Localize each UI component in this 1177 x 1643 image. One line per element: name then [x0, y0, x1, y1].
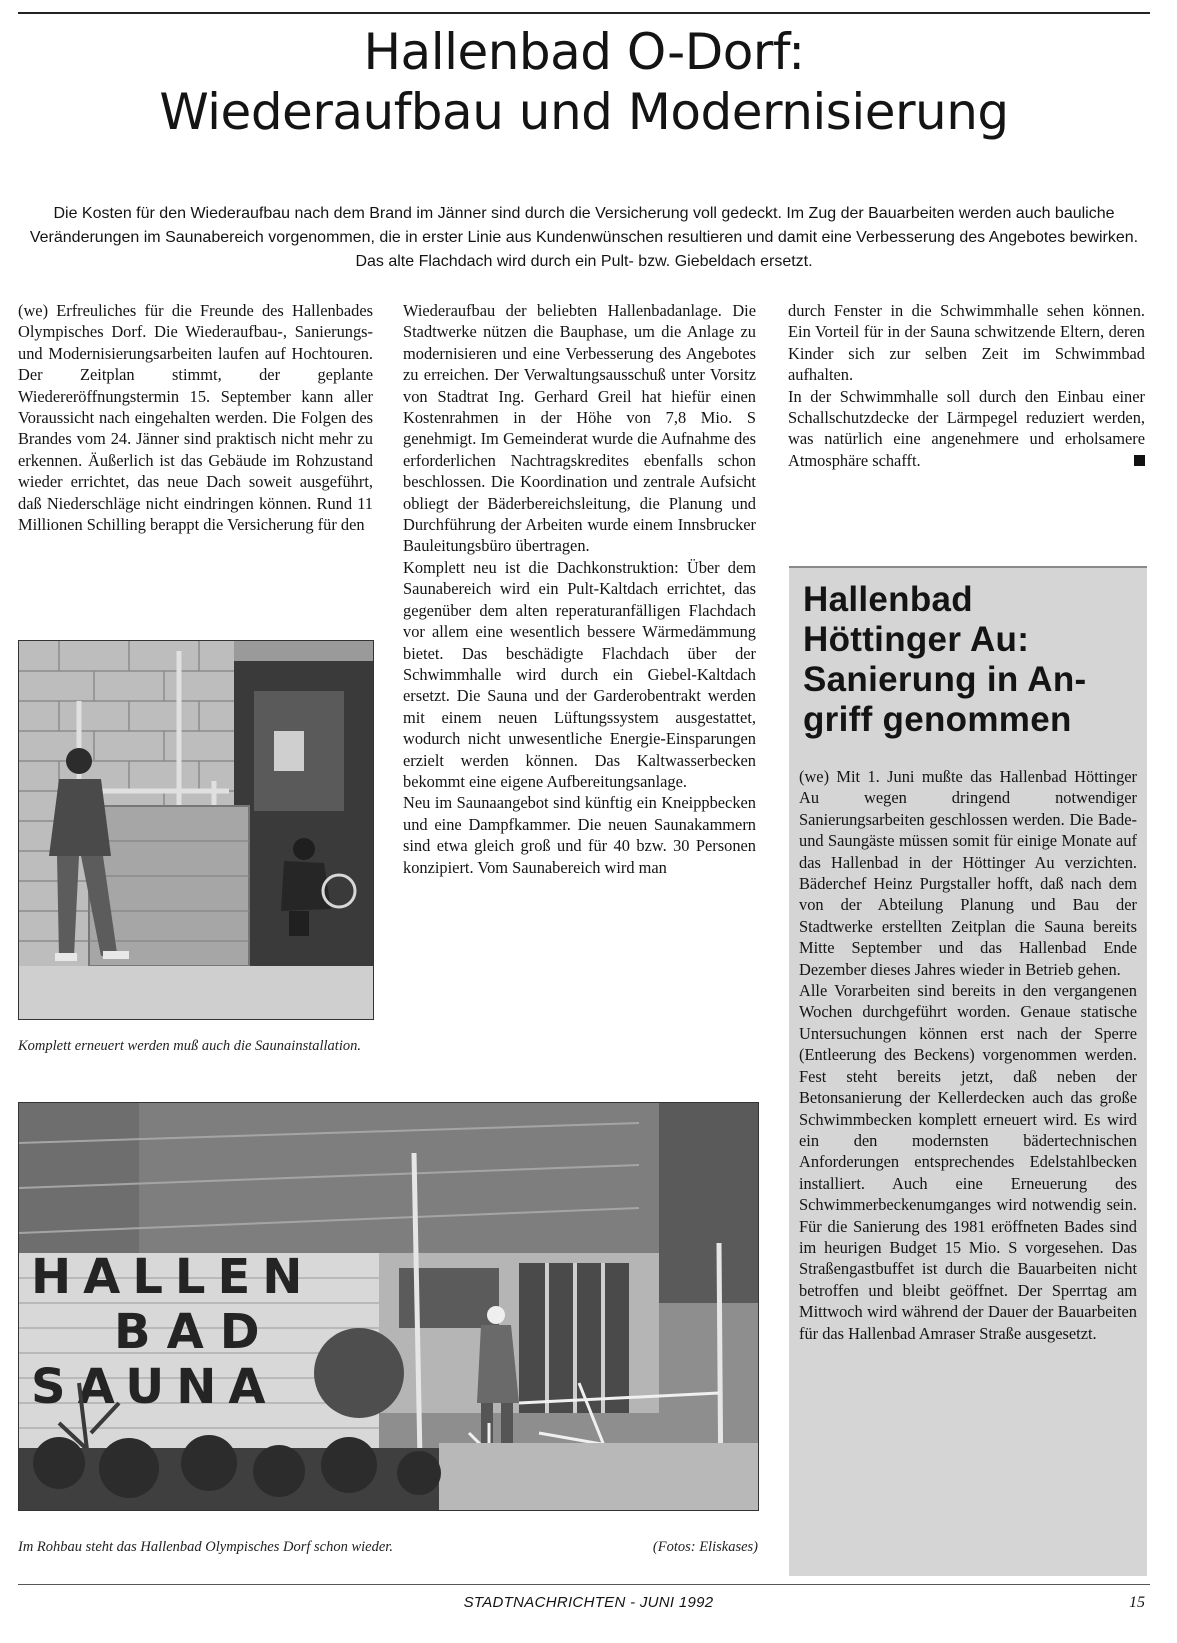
article-paragraph: (we) Erfreuliches für die Freunde des Hallenbades Olympisches Dorf. Die Wiederaufbau-, Sanierungs- und Modernisierungsarbeiten laufen auf Hochtouren. Der Zeitplan stimmt, der geplante Wiedereröffnungstermin 15. September kann aller Voraussicht nach eingehalten werden. Die Folgen des Brandes vom 24. Jänner sind praktisch nicht mehr zu erkennen. Äußerlich ist das Gebäude im Rohzustand wieder errichtet, das neue Dach soweit ausgeführt, daß Niederschläge nicht eindringen können. Rund 11 Millionen Schilling berappt die Versicherung für den	[18, 301, 373, 535]
article-column-2	[403, 300, 756, 878]
article-paragraph	[788, 386, 1145, 472]
sidebar-paragraph: (we) Mit 1. Juni mußte das Hallenbad Höttinger Au wegen dringend notwendiger Sanierungsarbeiten geschlossen werden. Die Bade- und Saungäste müssen somit für einige Monate auf das Hallenbad in der Höttinger Au verzichten. Bäderchef Heinz Purgstaller hofft, daß nach dem von der Abteilung Planung und Bau der Stadtwerke erstellten Zeitplan die Sauna bereits Mitte September und das Hallenbad Ende Dezember dieses Jahres wieder in Betrieb gehen.	[799, 767, 1137, 979]
article-paragraph: Wiederaufbau der beliebten Hallenbadanlage. Die Stadtwerke nützen die Bauphase, um die Anlage zu modernisieren und eine Verbesserung des Angebotes zu erreichen. Der Verwaltungsausschuß unter Vorsitz von Stadtrat Ing. Gerhard Greil hat hiefür einen Kostenrahmen in der Höhe von 7,8 Mio. S genehmigt. Im Gemeinderat wurde die Aufnahme des erforderlichen Nachtragskredites ebenfalls schon beschlossen. Die Koordination und zentrale Aufsicht obliegt der Bäderbereichsleitung, die Planung und Durchführung der Arbeiten wurde einem Innsbrucker Bauleitungsbüro übertragen.	[403, 301, 756, 556]
photo-1-caption: Komplett erneuert werden muß auch die Saunainstallation.	[18, 1038, 361, 1054]
article-paragraph-text: In der Schwimmhalle soll durch den Einbau einer Schallschutzdecke der Lärmpegel reduziert werden, was natürlich eine angenehmere und erholsamere Atmosphäre schafft.	[788, 386, 1145, 470]
photo-2-caption-text: Im Rohbau steht das Hallenbad Olympisches Dorf schon wieder.	[18, 1539, 393, 1555]
sidebar-title-line: Höttinger Au:	[803, 620, 1030, 659]
article-paragraph: durch Fenster in die Schwimmhalle sehen können. Ein Vorteil für in der Sauna schwitzende Eltern, deren Kinder sich zur selben Zeit im Schwimmbad aufhalten.	[788, 301, 1145, 385]
sauna-installation-image	[19, 641, 373, 1019]
sidebar-title	[803, 580, 1143, 740]
footer-publication: STADTNACHRICHTEN - JUNI 1992	[463, 1594, 714, 1611]
article-column-3	[788, 300, 1145, 471]
headline-line-1: Hallenbad O-Dorf:	[363, 23, 805, 81]
article-paragraph: Neu im Saunaangebot sind künftig ein Kneippbecken und eine Dampfkammer. Die neuen Saunakammern sind etwa gleich groß und für 40 bzw. 30 Personen konzipiert. Vom Saunabereich wird man	[403, 793, 756, 877]
sidebar-paragraph: Alle Vorarbeiten sind bereits in den vergangenen Wochen durchgeführt worden. Genaue statische Untersuchungen können erst nach der Sperre (Entleerung des Beckens) vorgenommen werden. Fest steht bereits jetzt, daß neben der Betonsanierung der Kellerdecken auch das große Schwimmbecken komplett erneuert wird. Es wird ein den modernsten bädertechnischen Anforderungen entsprechendes Edelstahlbecken installiert. Auch eine Erneuerung des Schwimmerbeckenumganges wird notwendig sein. Für die Sanierung des 1981 eröffneten Bades sind im heurigen Budget 15 Mio. S vorgesehen. Das Straßengastbuffet ist durch die Bauarbeiten nicht betroffen und bleibt geöffnet. Der Sperrtag am Mittwoch wird während der Dauer der Bauarbeiten für das Hallenbad Amraser Straße ausgesetzt.	[799, 981, 1137, 1343]
lead-paragraph: Die Kosten für den Wiederaufbau nach dem Brand im Jänner sind durch die Versicherung voll gedeckt. Im Zug der Bauarbeiten werden auch bauliche Veränderungen im Saunabereich vorgenommen, die in erster Linie aus Kundenwünschen resultieren und damit eine Verbesserung des Angebotes bewirken. Das alte Flachdach wird durch ein Pult- bzw. Giebeldach ersetzt.	[29, 205, 1139, 270]
headline-line-2: Wiederaufbau und Modernisierung	[159, 83, 1009, 141]
end-of-article-mark	[1134, 455, 1145, 466]
article-column-1	[18, 300, 373, 535]
photo-sauna-installation	[18, 640, 374, 1020]
photo-2-caption	[18, 1537, 758, 1558]
sidebar-body	[799, 766, 1137, 1344]
sidebar-box	[789, 566, 1147, 1576]
sidebar-title-line: griff genommen	[803, 700, 1072, 739]
sign-word-bad: BAD	[114, 1304, 276, 1360]
photo-hallenbad-building	[18, 1102, 759, 1511]
bottom-rule	[18, 1584, 1150, 1585]
page-number: 15	[1129, 1594, 1145, 1611]
hallenbad-building-image	[19, 1103, 758, 1510]
sidebar-title-line: Hallenbad	[803, 580, 973, 619]
top-rule	[18, 12, 1150, 14]
sign-word-hallen: HALLEN	[31, 1249, 315, 1305]
sign-word-sauna: SAUNA	[31, 1359, 278, 1415]
photo-credit: (Fotos: Eliskases)	[652, 1539, 758, 1555]
sidebar-title-line: Sanierung in An-	[803, 660, 1087, 699]
article-paragraph: Komplett neu ist die Dachkonstruktion: Über dem Saunabereich wird ein Pult-Kaltdach errichtet, das gegenüber dem alten reperaturanfälligen Flachdach vor allem eine wesentlich bessere Wärmedämmung bietet. Das beschädigte Flachdach über der Schwimmhalle wird durch ein Giebel-Kaltdach ersetzt. Die Sauna und der Garderobentrakt werden mit einem neuen Lüftungssystem ausgestattet, wodurch nicht unwesentliche Energie-Einsparungen erzielt werden können. Das Kaltwasserbecken bekommt eine eigene Aufbereitungsanlage.	[403, 557, 756, 791]
headline	[18, 22, 1150, 142]
